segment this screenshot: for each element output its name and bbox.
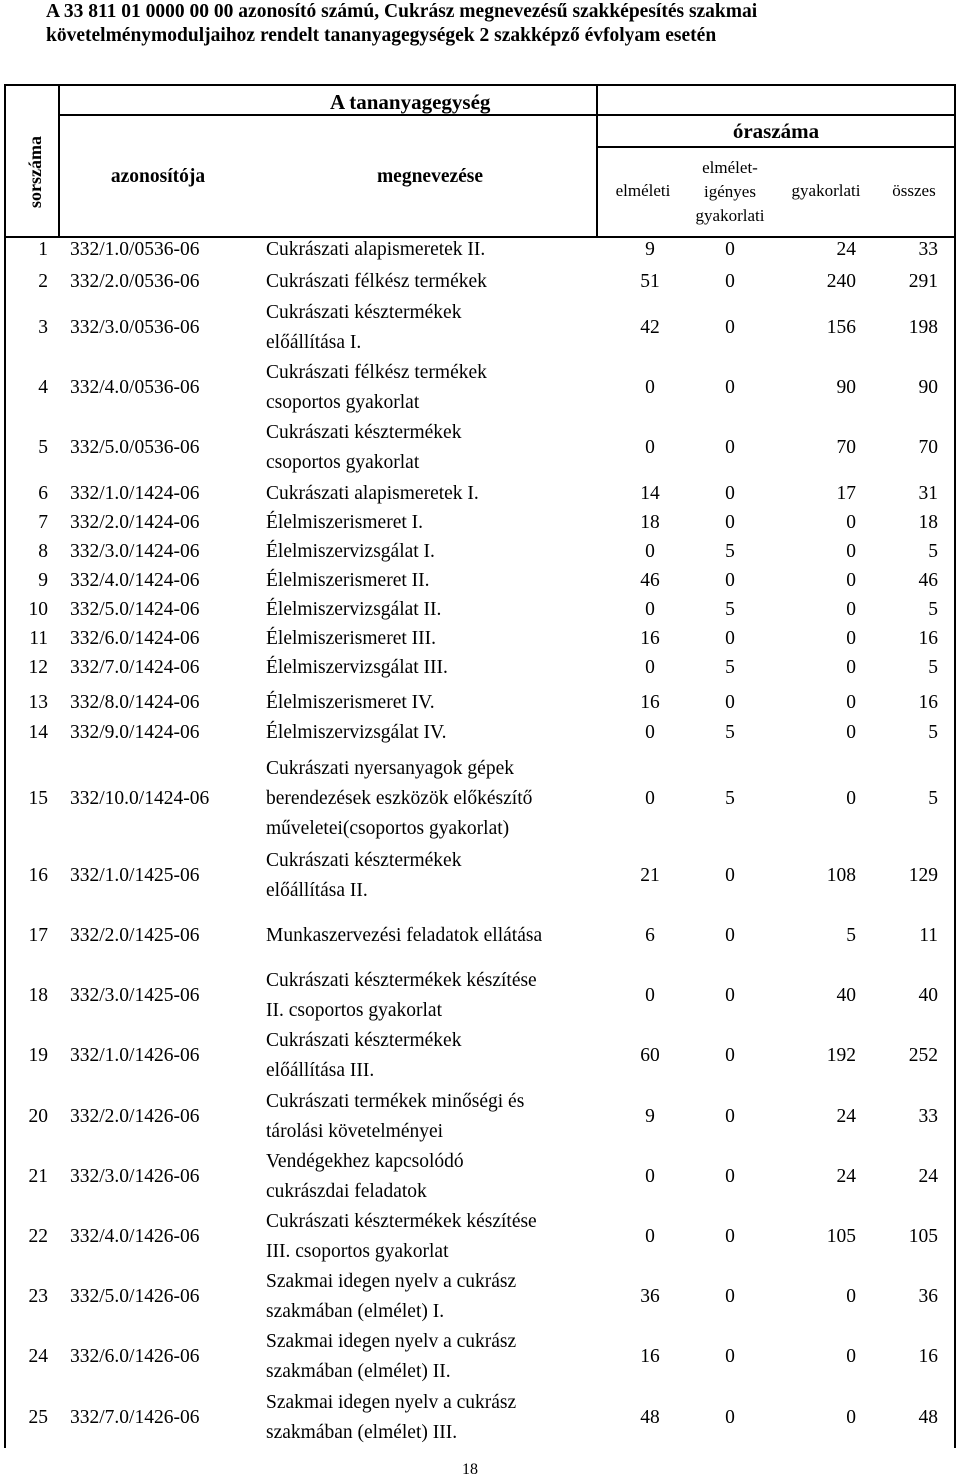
row-id: 332/6.0/1426-06 [70,1346,200,1367]
row-id: 332/1.0/1426-06 [70,1045,200,1066]
row-name-line: Munkaszervezési feladatok ellátása [266,925,543,946]
row-osszes: 291 [908,271,938,292]
row-name-line: előállítása III. [266,1060,375,1081]
row-osszes: 33 [918,239,938,260]
row-gyakorlati: 24 [836,1106,856,1127]
row-gyakorlati: 0 [846,541,856,562]
row-gyakorlati: 17 [836,483,856,504]
row-name-line: Cukrászati késztermékek [266,1030,462,1051]
sorszama-header: sorszáma [25,136,45,208]
row-name-line: Élelmiszervizsgálat I. [266,541,435,562]
row-gyakorlati: 192 [826,1045,856,1066]
row-name-line: Élelmiszerismeret I. [266,512,424,533]
row-elmeleti: 0 [645,599,655,620]
row-id: 332/7.0/1424-06 [70,657,200,678]
row-id: 332/5.0/1424-06 [70,599,200,620]
row-osszes: 90 [918,377,938,398]
row-name-line: III. csoportos gyakorlat [266,1241,449,1262]
row-gyakorlati: 0 [846,692,856,713]
row-elmeletigenyes: 0 [725,692,735,713]
row-name-line: Szakmai idegen nyelv a cukrász [266,1271,517,1292]
row-elmeletigenyes: 0 [725,1166,735,1187]
row-gyakorlati: 0 [846,1346,856,1367]
row-number: 7 [38,512,48,533]
row-number: 12 [28,657,48,678]
row-name-line: Cukrászati félkész termékek [266,362,487,383]
row-gyakorlati: 0 [846,1407,856,1428]
row-elmeleti: 60 [640,1045,660,1066]
row-osszes: 198 [908,317,938,338]
row-elmeleti: 0 [645,1226,655,1247]
row-id: 332/2.0/1424-06 [70,512,200,533]
row-number: 4 [38,377,48,398]
row-gyakorlati: 0 [846,512,856,533]
row-number: 6 [38,483,48,504]
row-id: 332/3.0/1426-06 [70,1166,200,1187]
row-number: 25 [28,1407,48,1428]
row-gyakorlati: 105 [826,1226,856,1247]
row-name-line: II. csoportos gyakorlat [266,1000,442,1021]
oraszama-header: óraszáma [732,119,820,143]
row-name-line: Cukrászati nyersanyagok gépek [266,758,514,779]
row-gyakorlati: 24 [836,1166,856,1187]
elmeletigenyes-header: elmélet- igényes gyakorlati [695,158,765,225]
row-osszes: 5 [928,541,938,562]
row-name-line: Élelmiszerismeret II. [266,570,430,591]
row-elmeletigenyes: 0 [725,483,735,504]
row-id: 332/1.0/0536-06 [70,239,200,260]
row-osszes: 5 [928,722,938,743]
row-elmeleti: 0 [645,437,655,458]
row-elmeleti: 9 [645,1106,655,1127]
row-gyakorlati: 0 [846,599,856,620]
row-elmeleti: 48 [640,1407,660,1428]
row-name-line: tárolási követelményei [266,1121,444,1142]
row-elmeleti: 51 [640,271,660,292]
row-name-line: előállítása I. [266,332,362,353]
row-elmeleti: 46 [640,570,660,591]
row-name-line: Szakmai idegen nyelv a cukrász [266,1331,517,1352]
row-osszes: 5 [928,657,938,678]
row-name-line: Élelmiszervizsgálat IV. [266,722,447,743]
row-elmeletigenyes: 0 [725,1106,735,1127]
azonositoja-header: azonosítója [110,166,206,187]
row-number: 16 [28,865,48,886]
row-osszes: 11 [919,925,938,946]
row-elmeleti: 0 [645,985,655,1006]
row-elmeletigenyes: 5 [725,541,735,562]
row-name-line: Cukrászati késztermékek [266,422,462,443]
row-id: 332/2.0/0536-06 [70,271,200,292]
row-elmeletigenyes: 0 [725,512,735,533]
row-gyakorlati: 24 [836,239,856,260]
row-number: 19 [28,1045,48,1066]
row-number: 21 [28,1166,48,1187]
row-id: 332/8.0/1424-06 [70,692,200,713]
row-name-line: Cukrászati késztermékek [266,850,462,871]
row-elmeletigenyes: 5 [725,599,735,620]
row-number: 11 [29,628,48,649]
row-name-line: Cukrászati félkész termékek [266,271,487,292]
row-number: 3 [38,317,48,338]
row-elmeleti: 0 [645,657,655,678]
row-number: 5 [38,437,48,458]
row-elmeletigenyes: 0 [725,628,735,649]
row-name-line: csoportos gyakorlat [266,392,420,413]
row-elmeletigenyes: 0 [725,377,735,398]
row-elmeleti: 36 [640,1286,660,1307]
row-osszes: 16 [918,628,938,649]
row-osszes: 5 [928,599,938,620]
row-elmeletigenyes: 0 [725,1226,735,1247]
row-elmeleti: 16 [640,1346,660,1367]
row-gyakorlati: 0 [846,570,856,591]
row-osszes: 31 [918,483,938,504]
row-number: 24 [28,1346,48,1367]
row-elmeleti: 6 [645,925,655,946]
row-name-line: műveletei(csoportos gyakorlat) [266,818,510,839]
row-id: 332/10.0/1424-06 [70,788,210,809]
row-number: 8 [38,541,48,562]
row-osszes: 129 [908,865,938,886]
page-number: 18 [462,1461,478,1478]
row-elmeletigenyes: 0 [725,1346,735,1367]
row-id: 332/4.0/1424-06 [70,570,200,591]
row-number: 23 [28,1286,48,1307]
row-name-line: Élelmiszerismeret III. [266,628,437,649]
row-osszes: 16 [918,692,938,713]
row-id: 332/6.0/1424-06 [70,628,200,649]
row-osszes: 40 [918,985,938,1006]
row-id: 332/5.0/1426-06 [70,1286,200,1307]
row-osszes: 36 [918,1286,938,1307]
row-osszes: 46 [918,570,938,591]
row-osszes: 24 [918,1166,938,1187]
row-id: 332/9.0/1424-06 [70,722,200,743]
row-osszes: 16 [918,1346,938,1367]
row-number: 10 [28,599,48,620]
row-id: 332/2.0/1426-06 [70,1106,200,1127]
row-name-line: szakmában (elmélet) II. [266,1361,451,1382]
row-gyakorlati: 0 [846,788,856,809]
row-gyakorlati: 70 [836,437,856,458]
row-name-line: Cukrászati késztermékek [266,302,462,323]
osszes-header: összes [892,181,936,200]
row-gyakorlati: 108 [826,865,856,886]
row-id: 332/4.0/0536-06 [70,377,200,398]
row-elmeleti: 21 [640,865,660,886]
row-elmeletigenyes: 0 [725,1286,735,1307]
row-elmeleti: 18 [640,512,660,533]
row-elmeleti: 14 [640,483,660,504]
group-header: A tananyagegység [330,90,491,114]
row-elmeleti: 0 [645,377,655,398]
row-name-line: Szakmai idegen nyelv a cukrász [266,1392,517,1413]
row-id: 332/7.0/1426-06 [70,1407,200,1428]
row-elmeletigenyes: 5 [725,788,735,809]
row-elmeletigenyes: 0 [725,925,735,946]
row-name-line: Cukrászati késztermékek készítése [266,970,537,991]
row-osszes: 70 [918,437,938,458]
row-name-line: Élelmiszervizsgálat III. [266,657,448,678]
row-gyakorlati: 5 [846,925,856,946]
row-number: 18 [28,985,48,1006]
row-gyakorlati: 156 [826,317,856,338]
row-elmeletigenyes: 0 [725,985,735,1006]
row-number: 9 [38,570,48,591]
row-osszes: 105 [908,1226,938,1247]
row-name-line: szakmában (elmélet) I. [266,1301,445,1322]
row-gyakorlati: 90 [836,377,856,398]
row-number: 13 [28,692,48,713]
row-elmeletigenyes: 0 [725,865,735,886]
row-osszes: 252 [908,1045,938,1066]
row-osszes: 18 [918,512,938,533]
row-number: 17 [28,925,48,946]
row-elmeleti: 9 [645,239,655,260]
row-name-line: Cukrászati termékek minőségi és [266,1091,525,1112]
title-line-2: követelménymoduljaihoz rendelt tananyagegységek 2 szakképző évfolyam esetén [46,25,717,46]
row-name-line: berendezések eszközök előkészítő [266,788,533,809]
row-gyakorlati: 0 [846,1286,856,1307]
row-id: 332/5.0/0536-06 [70,437,200,458]
row-name-line: előállítása II. [266,880,368,901]
row-name-line: cukrászdai feladatok [266,1181,427,1202]
row-gyakorlati: 240 [826,271,856,292]
row-gyakorlati: 0 [846,657,856,678]
row-id: 332/3.0/1424-06 [70,541,200,562]
row-elmeletigenyes: 0 [725,239,735,260]
row-number: 1 [38,239,48,260]
row-number: 15 [28,788,48,809]
row-elmeletigenyes: 0 [725,1407,735,1428]
row-osszes: 5 [928,788,938,809]
row-elmeletigenyes: 0 [725,317,735,338]
row-id: 332/4.0/1426-06 [70,1226,200,1247]
row-elmeleti: 16 [640,628,660,649]
row-elmeleti: 16 [640,692,660,713]
row-elmeletigenyes: 5 [725,722,735,743]
row-name-line: Vendégekhez kapcsolódó [266,1151,464,1172]
row-number: 22 [28,1226,48,1247]
row-elmeleti: 42 [640,317,660,338]
row-elmeleti: 0 [645,722,655,743]
row-osszes: 48 [918,1407,938,1428]
row-number: 14 [28,722,48,743]
gyakorlati-header: gyakorlati [791,181,861,200]
row-id: 332/3.0/1425-06 [70,985,200,1006]
row-id: 332/1.0/1425-06 [70,865,200,886]
row-id: 332/2.0/1425-06 [70,925,200,946]
row-elmeleti: 0 [645,1166,655,1187]
row-name-line: Cukrászati alapismeretek I. [266,483,479,504]
row-name-line: szakmában (elmélet) III. [266,1422,458,1443]
row-elmeletigenyes: 0 [725,271,735,292]
elmeleti-header: elméleti [615,181,671,200]
row-gyakorlati: 0 [846,722,856,743]
row-elmeletigenyes: 0 [725,570,735,591]
row-elmeletigenyes: 0 [725,1045,735,1066]
row-elmeletigenyes: 5 [725,657,735,678]
row-name-line: csoportos gyakorlat [266,452,420,473]
row-elmeleti: 0 [645,541,655,562]
row-name-line: Cukrászati késztermékek készítése [266,1211,537,1232]
megnevezese-header: megnevezése [376,166,484,187]
row-elmeleti: 0 [645,788,655,809]
row-osszes: 33 [918,1106,938,1127]
row-name-line: Élelmiszerismeret IV. [266,692,435,713]
row-name-line: Cukrászati alapismeretek II. [266,239,486,260]
row-gyakorlati: 40 [836,985,856,1006]
row-elmeletigenyes: 0 [725,437,735,458]
row-number: 20 [28,1106,48,1127]
title-line-1: A 33 811 01 0000 00 00 azonosító számú, Cukrász megnevezésű szakképesítés szakmai [46,1,758,22]
row-gyakorlati: 0 [846,628,856,649]
row-name-line: Élelmiszervizsgálat II. [266,599,442,620]
row-id: 332/3.0/0536-06 [70,317,200,338]
row-number: 2 [38,271,48,292]
row-id: 332/1.0/1424-06 [70,483,200,504]
